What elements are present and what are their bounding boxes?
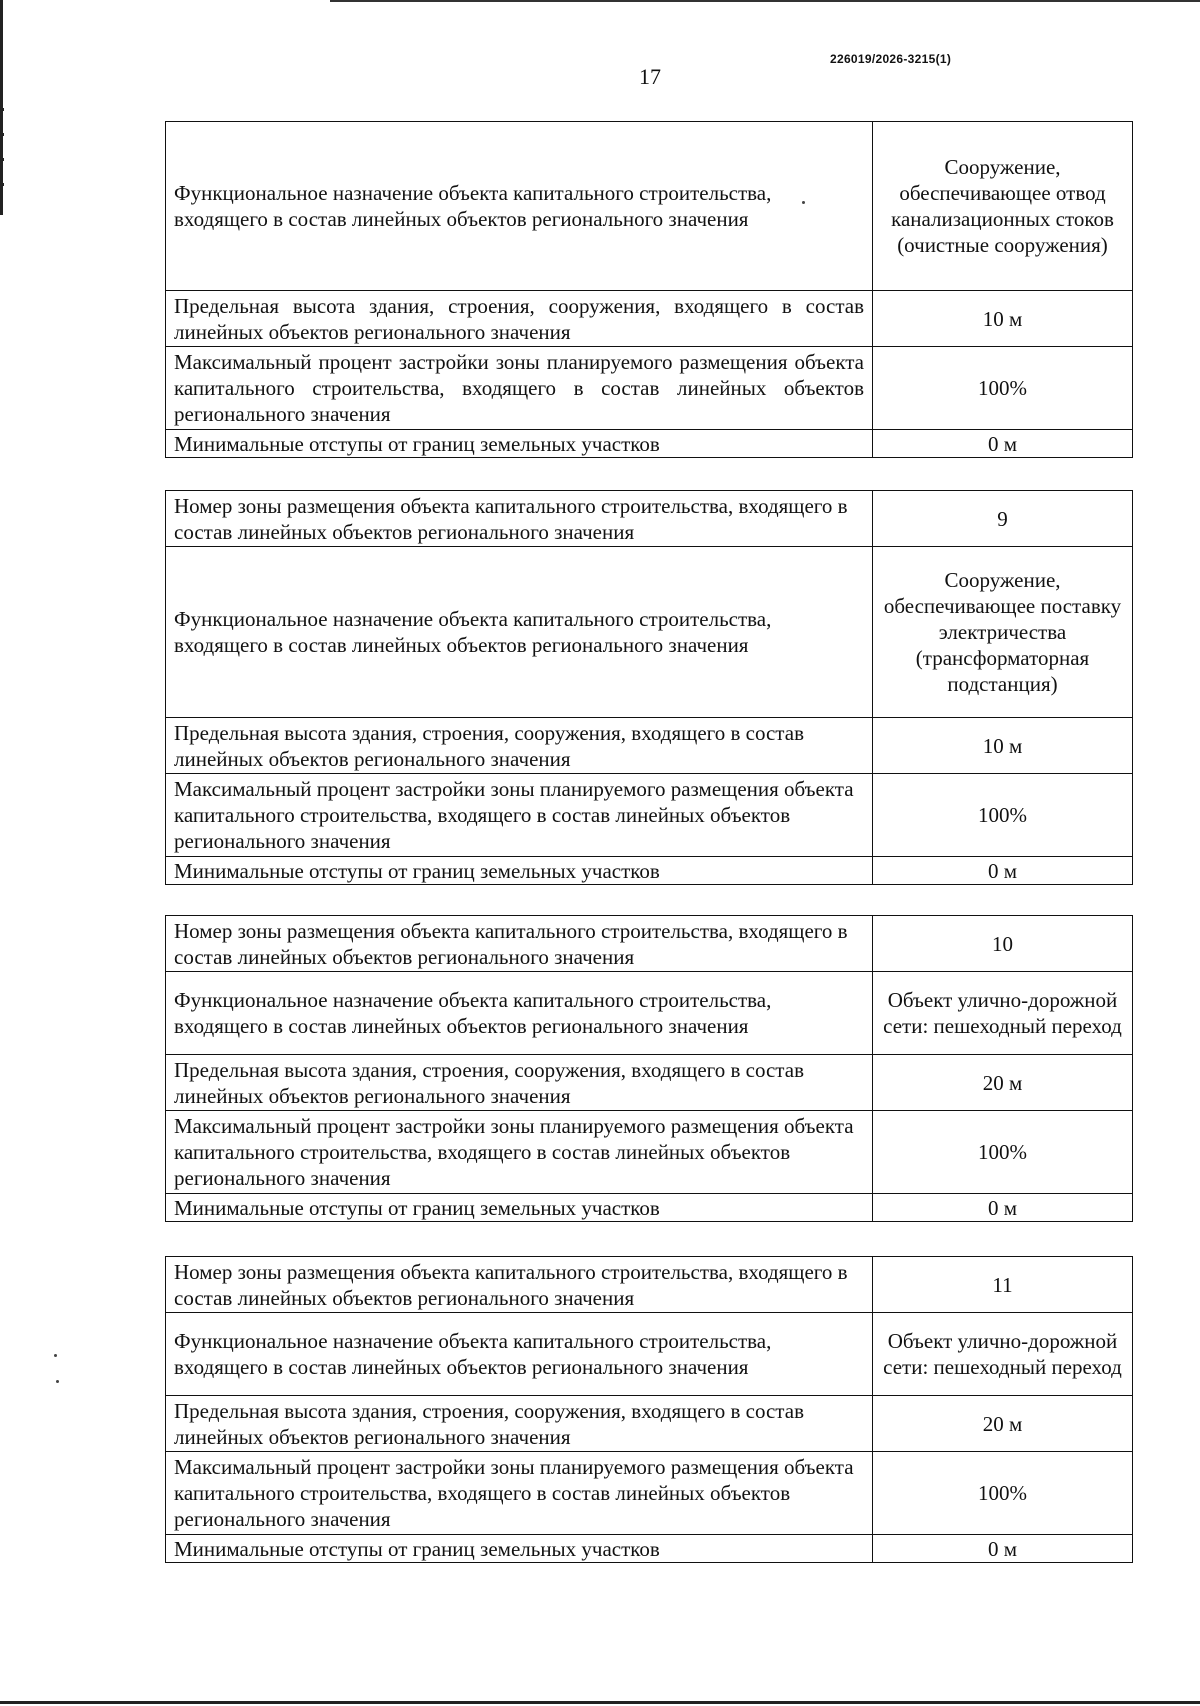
row-value: 0 м (873, 857, 1133, 885)
zone-table-1 (165, 121, 1133, 458)
row-label: Минимальные отступы от границ земельных участков (166, 1194, 873, 1222)
row-label: Максимальный процент застройки зоны планируемого размещения объекта капитального строительства, входящего в состав линейных объектов регионального значения (166, 1111, 873, 1194)
table-row (166, 347, 1133, 430)
row-value: Объект улично-дорожной сети: пешеходный переход (873, 1313, 1133, 1396)
row-label: Минимальные отступы от границ земельных участков (166, 857, 873, 885)
table-row (166, 291, 1133, 347)
table-row (166, 972, 1133, 1055)
table-row (166, 1452, 1133, 1535)
scan-edge-dash (0, 183, 4, 186)
table-row (166, 1396, 1133, 1452)
row-value: 0 м (873, 1194, 1133, 1222)
row-label: Номер зоны размещения объекта капитального строительства, входящего в состав линейных объектов регионального значения (166, 1257, 873, 1313)
row-label: Номер зоны размещения объекта капитального строительства, входящего в состав линейных объектов регионального значения (166, 491, 873, 547)
table-row (166, 774, 1133, 857)
scan-speck (56, 1380, 59, 1383)
table-row (166, 857, 1133, 885)
row-value: 0 м (873, 430, 1133, 458)
table-row (166, 718, 1133, 774)
scan-edge-dash (0, 158, 4, 161)
table-row (166, 1535, 1133, 1563)
row-value: 0 м (873, 1535, 1133, 1563)
table-row (166, 1055, 1133, 1111)
row-label: Максимальный процент застройки зоны планируемого размещения объекта капитального строительства, входящего в состав линейных объектов регионального значения (166, 347, 873, 430)
scan-edge-dash (0, 108, 4, 111)
table-row (166, 1194, 1133, 1222)
row-label: Функциональное назначение объекта капитального строительства, входящего в состав линейных объектов регионального значения (166, 547, 873, 718)
row-value: 20 м (873, 1396, 1133, 1452)
scan-speck (54, 1354, 57, 1357)
row-value: 10 м (873, 718, 1133, 774)
table-row (166, 491, 1133, 547)
row-label: Функциональное назначение объекта капитального строительства, входящего в состав линейных объектов регионального значения (166, 122, 873, 291)
row-label: Максимальный процент застройки зоны планируемого размещения объекта капитального строительства, входящего в состав линейных объектов регионального значения (166, 774, 873, 857)
row-label: Предельная высота здания, строения, сооружения, входящего в состав линейных объектов регионального значения (166, 291, 873, 347)
zone-table-2 (165, 490, 1133, 885)
row-value: 100% (873, 347, 1133, 430)
row-value: 9 (873, 491, 1133, 547)
row-value: Объект улично-дорожной сети: пешеходный переход (873, 972, 1133, 1055)
row-value: 100% (873, 1452, 1133, 1535)
table-row (166, 122, 1133, 291)
row-value: 20 м (873, 1055, 1133, 1111)
table-row (166, 1313, 1133, 1396)
zone-table-3 (165, 915, 1133, 1222)
row-label: Номер зоны размещения объекта капитального строительства, входящего в состав линейных объектов регионального значения (166, 916, 873, 972)
zone-table-4 (165, 1256, 1133, 1563)
row-value: 100% (873, 774, 1133, 857)
row-value: Сооружение, обеспечивающее отвод канализационных стоков (очистные сооружения) (873, 122, 1133, 291)
table-row (166, 1111, 1133, 1194)
row-value: 11 (873, 1257, 1133, 1313)
table-row (166, 1257, 1133, 1313)
row-label: Предельная высота здания, строения, сооружения, входящего в состав линейных объектов регионального значения (166, 1055, 873, 1111)
document-id: 226019/2026-3215(1) (830, 52, 952, 66)
table-row (166, 916, 1133, 972)
page-number: 17 (639, 64, 661, 89)
table-row (166, 430, 1133, 458)
row-value: 10 (873, 916, 1133, 972)
row-label: Предельная высота здания, строения, сооружения, входящего в состав линейных объектов регионального значения (166, 1396, 873, 1452)
scan-top-edge (330, 0, 1200, 2)
row-label: Минимальные отступы от границ земельных участков (166, 1535, 873, 1563)
row-label: Максимальный процент застройки зоны планируемого размещения объекта капитального строительства, входящего в состав линейных объектов регионального значения (166, 1452, 873, 1535)
scan-edge-dash (0, 133, 4, 136)
row-label: Функциональное назначение объекта капитального строительства, входящего в состав линейных объектов регионального значения (166, 972, 873, 1055)
row-label: Минимальные отступы от границ земельных участков (166, 430, 873, 458)
row-label: Предельная высота здания, строения, сооружения, входящего в состав линейных объектов регионального значения (166, 718, 873, 774)
table-row (166, 547, 1133, 718)
row-value: 10 м (873, 291, 1133, 347)
row-label: Функциональное назначение объекта капитального строительства, входящего в состав линейных объектов регионального значения (166, 1313, 873, 1396)
scan-bottom-edge (0, 1701, 1200, 1704)
row-value: 100% (873, 1111, 1133, 1194)
row-value: Сооружение, обеспечивающее поставку электричества (трансформаторная подстанция) (873, 547, 1133, 718)
